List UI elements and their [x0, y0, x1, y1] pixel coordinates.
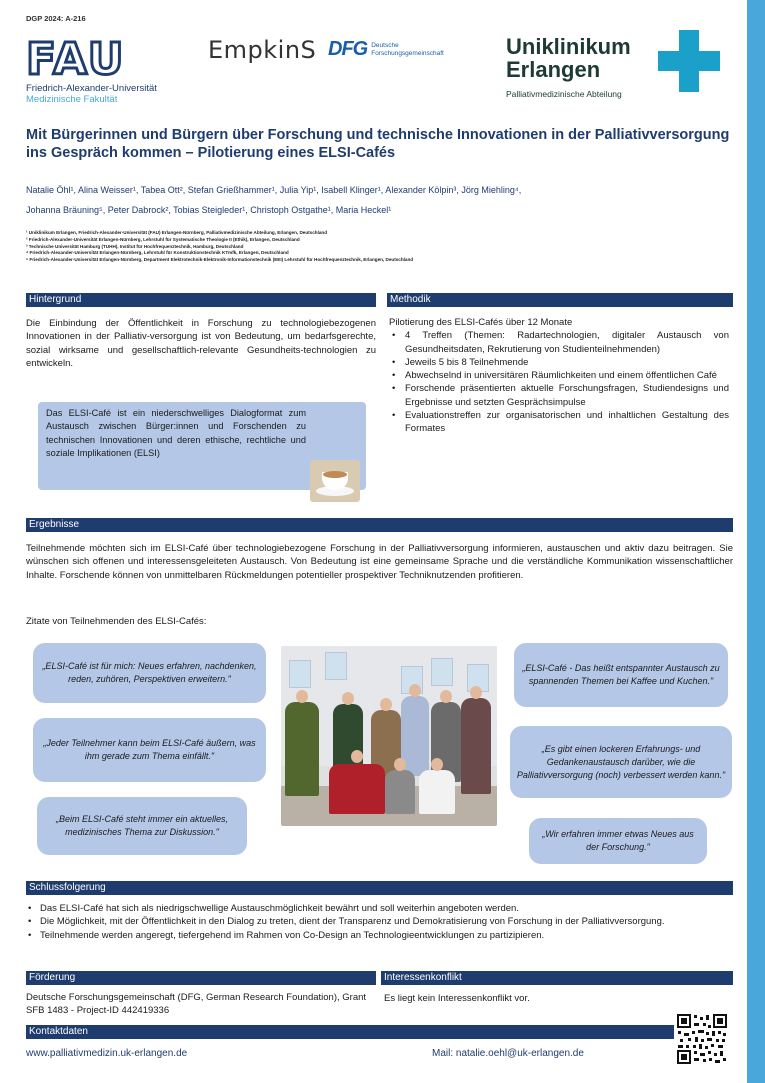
empkins-logo: EmpkinS — [208, 36, 317, 64]
interessenkonflikt-text: Es liegt kein Interessenkonflikt vor. — [384, 993, 530, 1004]
poster-title: Mit Bürgerinnen und Bürgern über Forschung und technische Innovationen in der Palliativversorgung ins Gespräch kommen – Pilotierung eines ELSI-Cafés — [26, 127, 730, 161]
email-link[interactable]: Mail: natalie.oehl@uk-erlangen.de — [432, 1048, 584, 1059]
schlussfolgerung-item: • Die Möglichkeit, mit der Öffentlichkeit in den Dialog zu treten, dient der Transparenz und Demokratisierung von Forschung in der Palliativversorgung. — [26, 915, 736, 928]
section-heading-methodik: Methodik — [387, 293, 733, 307]
section-heading-schlussfolgerung: Schlussfolgerung — [26, 881, 733, 895]
schlussfolgerung-list — [26, 902, 736, 942]
section-heading-interessenkonflikt: Interessenkonflikt — [381, 971, 733, 985]
uniklinikum-name-line1: Uniklinikum — [506, 34, 631, 59]
quote-bubble: „ELSI-Café ist für mich: Neues erfahren, nachdenken, reden, zuhören, Perspektiven erweitern." — [33, 643, 266, 703]
quotes-intro: Zitate von Teilnehmenden des ELSI-Cafés: — [26, 616, 207, 627]
methodik-item: • Forschende präsentierten aktuelle Forschungsfragen, Studiendesigns und Ergebnisse und setzten Gesprächsimpulse — [389, 382, 729, 409]
fau-logo-block — [26, 36, 211, 105]
uniklinikum-department: Palliativmedizinische Abteilung — [506, 89, 622, 99]
affiliation-item: ² Friedrich-Alexander-Universität Erlangen-Nürnberg, Lehrstuhl für Systematische Theologie II (Ethik), Erlangen, Deutschland — [26, 236, 300, 242]
uniklinikum-cross-icon — [658, 30, 720, 92]
author-line-1: Natalie Öhl¹, Alina Weisser¹, Tabea Ott², Stefan Grießhammer¹, Julia Yip¹, Isabell Klinger¹, Alexander Kölpin³, Jörg Miehling⁴, — [26, 185, 522, 195]
affiliation-item: ¹ Uniklinikum Erlangen, Friedrich-Alexander-Universität (FAU) Erlangen-Nürnberg, Palliativmedizinische Abteilung, Erlangen, Deutschland — [26, 230, 328, 235]
affiliation-item: ⁴ Friedrich-Alexander-Universität Erlangen-Nürnberg, Lehrstuhl für Konstruktionstechnik KTmfk, Erlangen, Deutschland — [26, 250, 289, 256]
qr-code-icon — [676, 1013, 728, 1065]
methodik-item: • Jeweils 5 bis 8 Teilnehmende — [389, 356, 729, 369]
foerderung-text: Deutsche Forschungsgemeinschaft (DFG, German Research Foundation), Grant SFB 1483 - Project-ID 442419336 — [26, 992, 367, 1017]
affiliation-item: ⁵ Friedrich-Alexander-Universität Erlangen-Nürnberg, Department Elektrotechnik-Elektronik-Informationstechnik (EEI) Lehrstuhl für Hochfrequenztechnik, Erlangen, Deutschland — [26, 257, 414, 263]
methodik-intro: Pilotierung des ELSI-Cafés über 12 Monate — [389, 317, 573, 328]
right-accent-stripe — [747, 0, 765, 1083]
affiliation-item: ³ Technische Universität Hamburg (TUHH), Institut für Hochfrequenztechnik, Hamburg, Deutschland — [26, 243, 244, 249]
section-heading-hintergrund: Hintergrund — [26, 293, 376, 307]
schlussfolgerung-content — [26, 902, 736, 942]
fau-logo: FAU — [26, 34, 126, 85]
section-heading-ergebnisse: Ergebnisse — [26, 518, 733, 532]
dfg-text: Deutsche Forschungsgemeinschaft — [371, 41, 444, 57]
fau-faculty-name: Medizinische Fakultät — [26, 94, 118, 105]
website-link[interactable]: www.palliativmedizin.uk-erlangen.de — [26, 1048, 188, 1059]
schlussfolgerung-item: • Teilnehmende werden angeregt, tiefergehend im Rahmen von Co-Design an Technologieentwicklungen zu partizipieren. — [26, 929, 736, 942]
author-list — [26, 180, 741, 220]
methodik-content — [389, 316, 729, 436]
hintergrund-text: Die Einbindung der Öffentlichkeit in Forschung zu technologiebezogenen Innovationen in der Palliativ-versorgung ist von Bedeutung, um bedarfsgerechte, sozial wirksame und gesellschaftlich-relevante Gesundheits-technologien zu entwickeln. — [26, 318, 376, 369]
methodik-item: • Evaluationstreffen zur organisatorischen und inhaltlichen Gestaltung des Formates — [389, 409, 729, 436]
quote-bubble: „Es gibt einen lockeren Erfahrungs- und Gedankenaustausch darüber, wie die Palliativversorgung (noch) verbessert werden kann." — [510, 726, 732, 798]
fau-university-name: Friedrich-Alexander-Universität — [26, 83, 157, 94]
quote-bubble: „Wir erfahren immer etwas Neues aus der Forschung." — [529, 818, 707, 864]
author-line-2: Johanna Bräuning⁵, Peter Dabrock², Tobias Steigleder¹, Christoph Ostgathe¹, Maria Heckel¹ — [26, 205, 392, 215]
schlussfolgerung-item: • Das ELSI-Café hat sich als niedrigschwellige Austauschmöglichkeit bewährt und soll weiterhin angeboten werden. — [26, 902, 736, 915]
poster-tag: DGP 2024: A-216 — [26, 14, 86, 23]
methodik-item: • Abwechselnd in universitären Räumlichkeiten und einem öffentlichen Café — [389, 369, 729, 382]
section-heading-kontaktdaten: Kontaktdaten — [26, 1025, 674, 1039]
ergebnisse-text: Teilnehmende möchten sich im ELSI-Café über technologiebezogene Forschung in der Palliativversorgung informieren, austauschen und aktiv dazu beitragen. Sie wünschen sich offenen und interessensgeleiteten Austausch. Von Bedeutung ist eine gemeinsame Sprache und die verständliche Kommunikation wissenschaftlicher Inhalte. Forschende können von unmittelbaren Rückmeldungen potentieller prospektiver Techniknutzenden profitieren. — [26, 543, 733, 581]
quote-bubble: „Jeder Teilnehmer kann beim ELSI-Café äußern, was ihm gerade zum Thema einfällt." — [33, 718, 266, 782]
elsi-cafe-callout: Das ELSI-Café ist ein niederschwelliges Dialogformat zum Austausch zwischen Bürger:innen und Forschenden zu technischen Innovationen und deren ethische, rechtliche und soziale Implikationen (ELSI) — [38, 402, 366, 490]
quote-bubble: „Beim ELSI-Café steht immer ein aktuelles, medizinisches Thema zur Diskussion." — [37, 797, 247, 855]
quote-bubble: „ELSI-Café - Das heißt entspannter Austausch zu spannenden Themen bei Kaffee und Kuchen." — [514, 643, 728, 707]
affiliation-list — [26, 230, 741, 264]
section-heading-foerderung: Förderung — [26, 971, 376, 985]
uniklinikum-name-line2: Erlangen — [506, 57, 601, 82]
methodik-list — [389, 329, 729, 435]
dfg-mark: DFG — [328, 38, 368, 60]
coffee-cup-image — [310, 460, 360, 502]
dfg-logo — [328, 38, 471, 61]
group-photo — [281, 646, 497, 826]
uniklinikum-logo — [506, 35, 676, 99]
methodik-item: • 4 Treffen (Themen: Radartechnologien, digitaler Austausch von Gesundheitsdaten, Rekrutierung von Studienteilnehmenden) — [389, 329, 729, 356]
